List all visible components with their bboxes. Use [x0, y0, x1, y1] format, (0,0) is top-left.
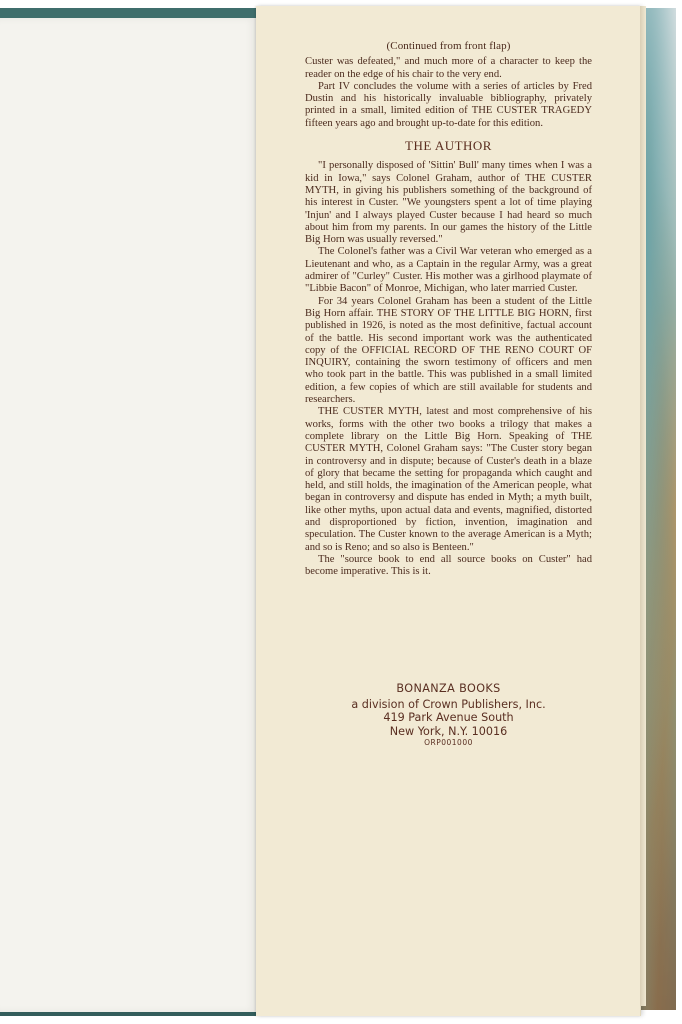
paragraph-author-4: THE CUSTER MYTH, latest and most comprehensive of his works, forms with the other two books a trilogy that makes a complete library on the Little Big Horn. Speaking of THE CUSTER MYTH, Colonel Graham says: "The Custer story began in controversy and in dispute; because of Custer's death in a blaze of glory that became the setting for propaganda which caught and held, and still holds, the imagination of the American people, what began in controversy and dispute has ended in Myth; a myth built, like other myths, upon actual data and events, magnified, distorted and disproportioned by fiction, invention, imagination and speculation. The Custer known to the average American is a Myth; and so is Reno; and so also is Benteen.": [305, 406, 592, 553]
publisher-division: a division of Crown Publishers, Inc.: [351, 697, 546, 711]
section-heading-author: THE AUTHOR: [405, 138, 492, 154]
paragraph-author-2: The Colonel's father was a Civil War veteran who emerged as a Lieutenant and who, as a Captain in the regular Army, was a great admirer of "Curley" Custer. His mother was a girlhood playmate of "Libbie Bacon" of Monroe, Michigan, who later married Custer.: [305, 246, 592, 295]
paragraph-author-1: "I personally disposed of 'Sittin' Bull' many times when I was a kid in Iowa," says Colonel Graham, author of THE CUSTER MYTH, in giving his publishers something of the background of his interest in Custer. "We youngsters spent a lot of time playing 'Injun' and I always played Custer because I had heard so much about him from my parents. In our games the history of the Little Big Horn was usually reversed.": [305, 160, 592, 246]
publisher-code: ORP001000: [424, 738, 473, 748]
publisher-address-street: 419 Park Avenue South: [383, 711, 514, 725]
endpaper: [0, 18, 258, 1012]
publisher-address-city: New York, N.Y. 10016: [389, 724, 508, 738]
paragraph-author-3: For 34 years Colonel Graham has been a student of the Little Big Horn affair. THE STORY OF THE LITTLE BIG HORN, first published in 1926, is noted as the most definitive, factual account of the battle. His second important work was the authenticated copy of the OFFICIAL RECORD OF THE RENO COURT OF INQUIRY, containing the sworn testimony of officers and men who took part in the battle. This was published in a small limited edition, a few copies of which are still available for students and researchers.: [305, 295, 592, 406]
paragraph-continued: Custer was defeated," and much more of a character to keep the reader on the edge of his chair to the very end.: [305, 56, 592, 80]
paragraph-part-iv: Part IV concludes the volume with a series of articles by Fred Dustin and his historically invaluable bibliography, privately printed in a small, limited edition of THE CUSTER TRAGEDY fifteen years ago and brought up-to-date for this edition.: [305, 80, 592, 129]
continued-note: (Continued from front flap): [386, 40, 511, 52]
flap-fold-edge: [640, 6, 646, 1006]
publisher-name: BONANZA BOOKS: [396, 682, 501, 695]
paragraph-author-5: The "source book to end all source books on Custer" had become imperative. This is it.: [305, 553, 592, 578]
flap-text-column: [305, 40, 592, 578]
publisher-imprint: [305, 682, 592, 748]
